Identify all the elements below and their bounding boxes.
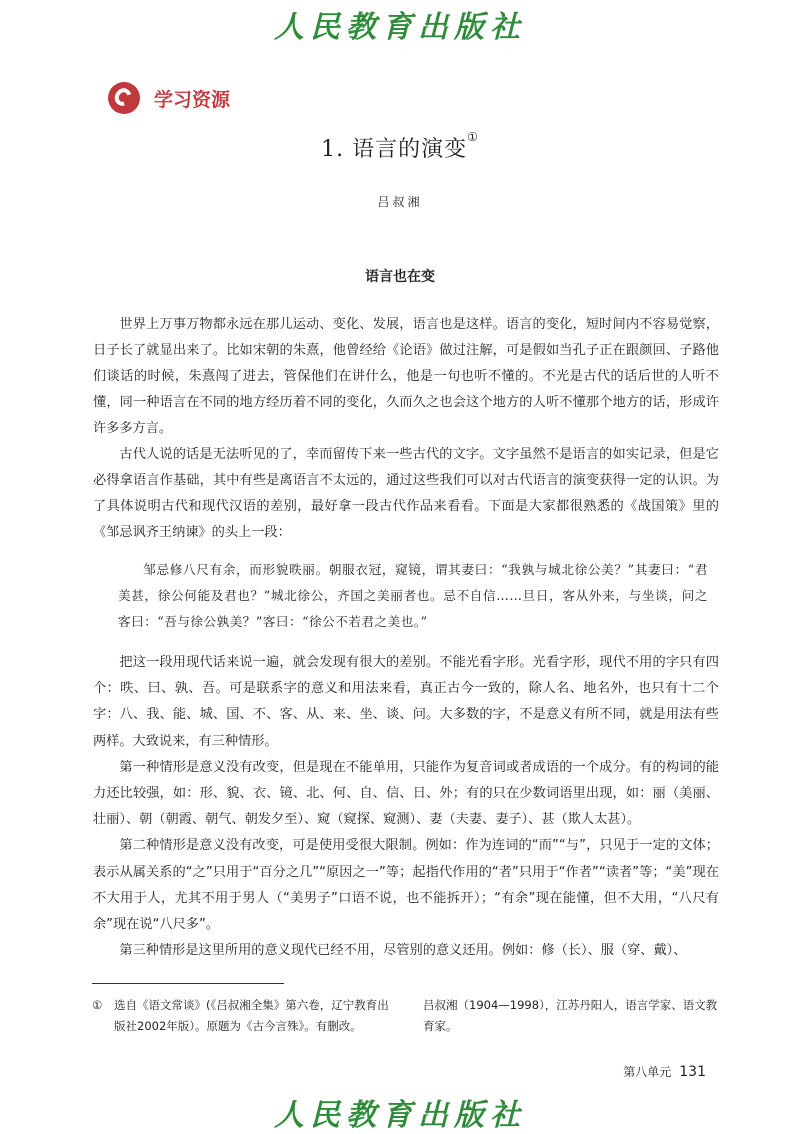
footnote-number: ①: [92, 998, 103, 1012]
paragraph: 第一种情形是意义没有改变，但是现在不能单用，只能作为复音词或者成语的一个成分。有的构词的能力还比较强，如：形、貌、衣、镜、北、何、自、信、日、外；有的只在少数词语里出现，如：丽（美丽、壮丽）、朝（朝霞、朝气、朝发夕至）、窥（窥探、窥测）、妻（夫妻、妻子）、甚（欺人太甚）。: [93, 759, 719, 828]
publisher-watermark-top: 人民教育出版社: [274, 10, 526, 45]
article-title-text: 1. 语言的演变: [321, 137, 468, 162]
article-body-part1: [93, 312, 719, 546]
unit-label: 第八单元: [623, 1065, 672, 1079]
page-info: [623, 1063, 706, 1080]
page-number: 131: [679, 1064, 706, 1080]
paragraph: 第二种情形是意义没有改变，可是使用受很大限制。例如：作为连词的“而”“与”，只见于一定的文体；表示从属关系的“之”只用于“百分之几”“原因之一”等；起指代作用的“者”只用于“作者”“读者”等；“美”现在不大用于人，尤其不用于男人（“美男子”口语不说，也不能拆开）；“有余”现在能懂，但不大用，“八尺有余”现在说“八尺多”。: [93, 838, 719, 933]
swirl-logo-icon: [108, 82, 140, 114]
footnote-source: [92, 995, 394, 1037]
footnote-source-text: 选自《语文常谈》(《吕叔湘全集》第六卷，辽宁教育出版社2002年版）。原题为《古今言殊》。有删改。: [114, 998, 389, 1033]
quote-text: 邹忌修八尺有余，而形貌昳丽。朝服衣冠，窥镜，谓其妻曰：“我孰与城北徐公美？”其妻曰：“君美甚，徐公何能及君也？”城北徐公，齐国之美丽者也。忌不自信……旦日，客从外来，与坐谈，问之客曰：“吾与徐公孰美？”客曰：“徐公不若君之美也。”: [118, 562, 708, 629]
paragraph: 世界上万事万物都永远在那儿运动、变化、发展，语言也是这样。语言的变化，短时间内不容易觉察，日子长了就显出来了。比如宋朝的朱熹，他曾经给《论语》做过注解，可是假如当孔子正在跟颜回、子路他们谈话的时候，朱熹闯了进去，管保他们在讲什么，他是一句也听不懂的。不光是古代的话后世的人听不懂，同一种语言在不同的地方经历着不同的变化，久而久之也会这个地方的人听不懂那个地方的话，形成许许多多方言。: [93, 317, 719, 436]
section-tag: [108, 80, 230, 116]
title-footnote-mark[interactable]: ①: [467, 130, 479, 144]
paragraph: 第三种情形是这里所用的意义现代已经不用，尽管别的意义还用。例如：修（长）、服（穿、戴）、: [119, 943, 687, 959]
section-subheading: 语言也在变: [365, 269, 435, 285]
publisher-watermark-bottom: 人民教育出版社: [274, 1098, 526, 1133]
classical-quote: [118, 557, 708, 635]
article-author: 吕叔湘: [377, 195, 423, 209]
footnote-divider: [92, 983, 284, 984]
paragraph: 古代人说的话是无法听见的了，幸而留传下来一些古代的文字。文字虽然不是语言的如实记录，但是它必得拿语言作基础，其中有些是离语言不太远的，通过这些我们可以对古代语言的演变获得一定的认识。为了具体说明古代和现代汉语的差别，最好拿一段古代作品来看看。下面是大家都很熟悉的《战国策》里的《邹忌讽齐王纳谏》的头上一段：: [93, 447, 719, 540]
footnote-author-bio: 吕叔湘（1904—1998），江苏丹阳人，语言学家、语文教育家。: [423, 998, 718, 1033]
article-title: [0, 132, 800, 163]
paragraph: 把这一段用现代话来说一遍，就会发现有很大的差别。不能光看字形。光看字形，现代不用的字只有四个：昳、曰、孰、吾。可是联系字的意义和用法来看，真正古今一致的，除人名、地名外，也只有十二个字：八、我、能、城、国、不、客、从、来、坐、谈、问。大多数的字，不是意义有所不同，就是用法有些两样。大致说来，有三种情形。: [93, 655, 719, 749]
article-body-part2: [93, 650, 719, 964]
section-tag-label: 学习资源: [154, 88, 231, 111]
